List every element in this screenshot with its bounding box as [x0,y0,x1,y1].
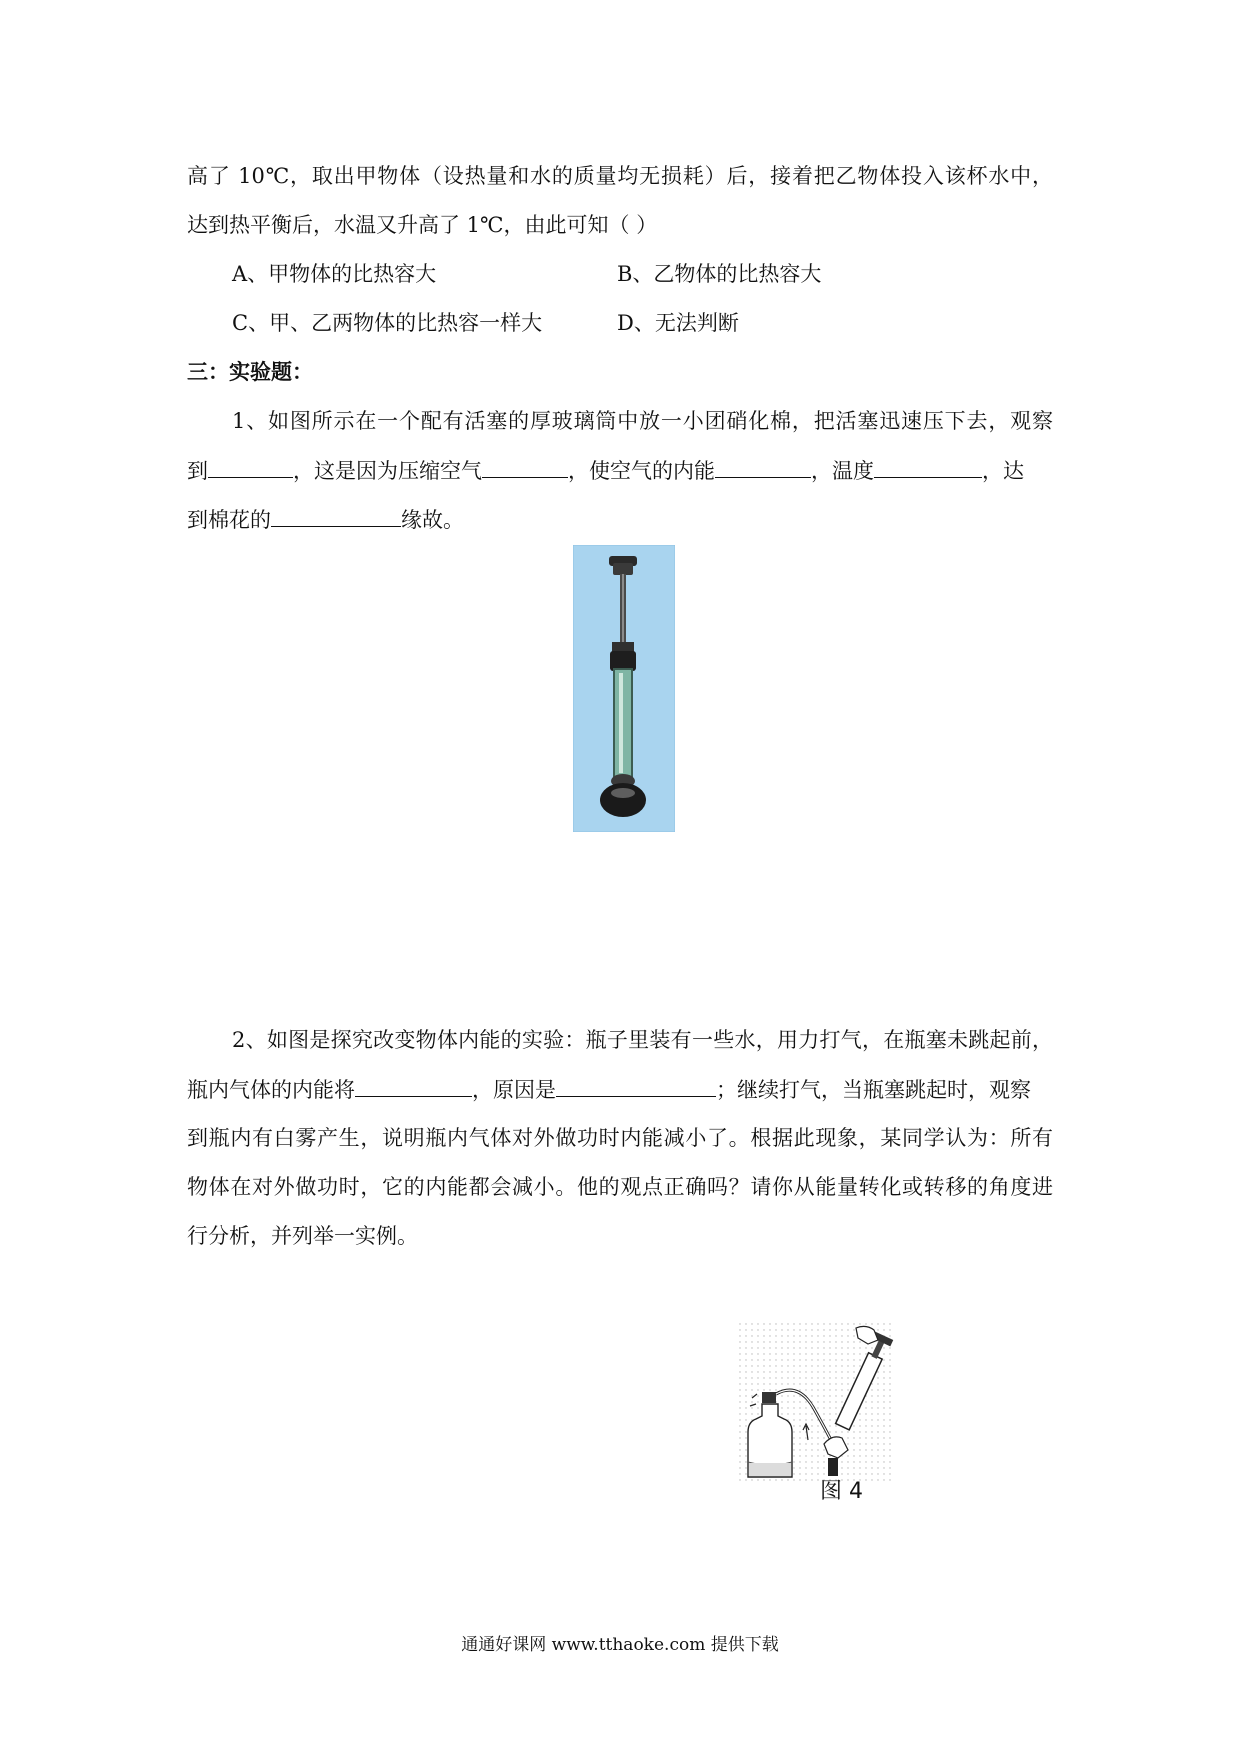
q1-text-d: ，温度 [811,459,874,483]
q1-line-3 [187,504,464,535]
q2-blank-2[interactable] [556,1074,716,1097]
q2-blank-1[interactable] [355,1074,472,1097]
option-a: A、甲物体的比热容大 [232,262,437,286]
q1-text-g: 缘故。 [401,508,464,532]
q1-blank-4[interactable] [874,455,982,478]
q1-text-e: ，达 [982,459,1024,483]
q1-text-a: 到 [187,459,208,483]
bottle-pump-figure [738,1322,894,1484]
q-prev-line-2: 达到热平衡后，水温又升高了 1℃，由此可知（ ） [187,213,658,237]
q2-line-1: 2、如图是探究改变物体内能的实验：瓶子里装有一些水，用力打气，在瓶塞未跳起前， [232,1028,1053,1052]
q-prev-line-1: 高了 10℃，取出甲物体（设热量和水的质量均无损耗）后，接着把乙物体投入该杯水中， [187,164,1053,188]
q2-text-c: ；继续打气，当瓶塞跳起时，观察 [716,1078,1031,1102]
q2-line-2 [187,1074,1031,1105]
section-heading: 三：实验题： [187,359,313,384]
piston-cylinder-photo [573,545,675,832]
q1-blank-1[interactable] [208,455,293,478]
q2-line-4: 物体在对外做功时，它的内能都会减小。他的观点正确吗？请你从能量转化或转移的角度进 [187,1175,1053,1199]
q1-blank-3[interactable] [715,455,811,478]
option-c: C、甲、乙两物体的比热容一样大 [232,311,543,335]
option-b: B、乙物体的比热容大 [617,262,822,286]
figure-4-caption: 图 4 [820,1479,863,1504]
q1-text-b: ，这是因为压缩空气 [293,459,482,483]
page-footer: 通通好课网 www.tthaoke.com 提供下载 [461,1635,779,1655]
q1-line-2 [187,455,1024,486]
q1-text-c: ，使空气的内能 [568,459,715,483]
option-d: D、无法判断 [617,311,739,335]
q2-line-3: 到瓶内有白雾产生，说明瓶内气体对外做功时内能减小了。根据此现象，某同学认为：所有 [187,1126,1053,1150]
q2-text-b: ，原因是 [472,1078,556,1102]
q1-line-1: 1、如图所示在一个配有活塞的厚玻璃筒中放一小团硝化棉，把活塞迅速压下去，观察 [232,409,1053,433]
q1-blank-5[interactable] [271,504,401,527]
q2-text-a: 瓶内气体的内能将 [187,1078,355,1102]
q1-blank-2[interactable] [482,455,568,478]
q2-line-5: 行分析，并列举一实例。 [187,1224,418,1248]
q1-text-f: 到棉花的 [187,508,271,532]
